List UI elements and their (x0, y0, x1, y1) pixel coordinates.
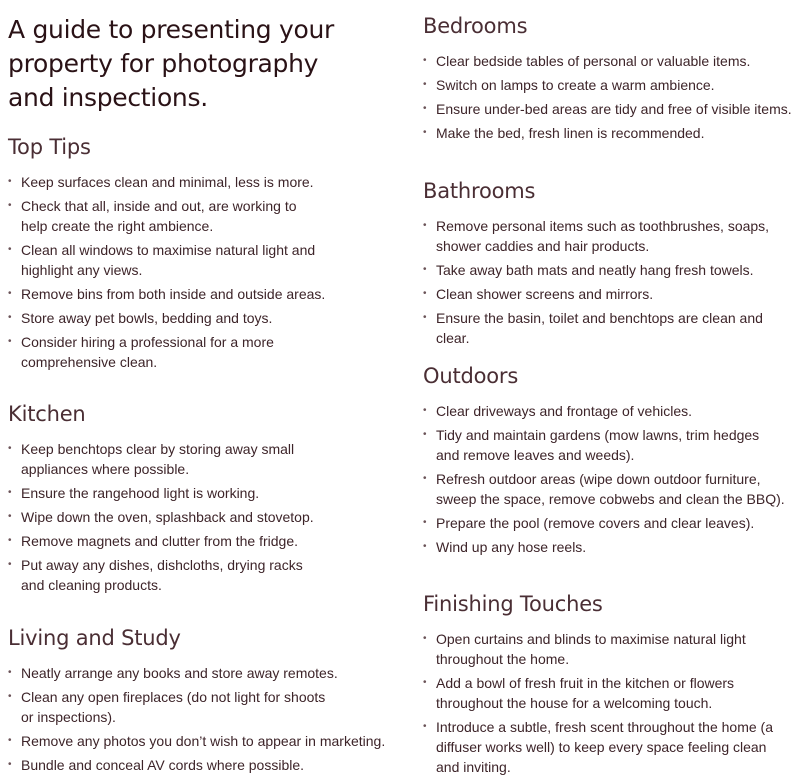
bullet-icon: • (423, 677, 427, 688)
list-item: • Clear driveways and frontage of vehicles. (423, 403, 693, 419)
list-item: • Remove bins from both inside and outside areas. (8, 286, 326, 302)
bullet-icon: • (423, 721, 427, 732)
list-item: • Remove any photos you don’t wish to appear in marketing. (8, 733, 386, 749)
bullet-list (423, 401, 795, 557)
bullet-icon: • (8, 244, 12, 255)
bullet-icon: • (423, 312, 427, 323)
bullet-icon: • (423, 103, 427, 114)
bullet-icon: • (423, 541, 427, 552)
section-heading: Bathrooms (423, 179, 536, 203)
list-item: • Add a bowl of fresh fruit in the kitchen or flowers throughout the house for a welcoming touch. (423, 675, 735, 711)
list-item: • Neatly arrange any books and store away remotes. (8, 665, 338, 681)
list-item: • Ensure under-bed areas are tidy and free of visible items. (423, 101, 792, 117)
bullet-icon: • (423, 127, 427, 138)
list-item: • Ensure the rangehood light is working. (8, 485, 260, 501)
section-outdoors (423, 362, 795, 561)
list-item: • Open curtains and blinds to maximise natural light throughout the home. (423, 631, 746, 667)
list-item: • Clear bedside tables of personal or valuable items. (423, 53, 751, 69)
list-item: • Keep surfaces clean and minimal, less is more. (8, 174, 314, 190)
bullet-icon: • (8, 759, 12, 770)
list-item: • Switch on lamps to create a warm ambience. (423, 77, 715, 93)
bullet-list (423, 51, 795, 143)
section-heading: Top Tips (8, 135, 91, 159)
bullet-icon: • (8, 312, 12, 323)
bullet-icon: • (8, 691, 12, 702)
section-kitchen (8, 400, 400, 599)
bullet-list (8, 172, 400, 372)
section-bathrooms (423, 177, 795, 352)
bullet-icon: • (423, 517, 427, 528)
bullet-icon: • (8, 336, 12, 347)
section-living-study (8, 624, 400, 779)
bullet-icon: • (423, 79, 427, 90)
list-item: • Refresh outdoor areas (wipe down outdoor furniture, sweep the space, remove cobwebs and clean the BBQ). (423, 471, 785, 507)
list-item: • Remove magnets and clutter from the fridge. (8, 533, 299, 549)
list-item: • Ensure the basin, toilet and benchtops are clean and clear. (423, 310, 763, 346)
list-item: • Clean all windows to maximise natural light and highlight any views. (8, 242, 316, 278)
list-item: • Check that all, inside and out, are working to help create the right ambience. (8, 198, 297, 234)
bullet-icon: • (423, 473, 427, 484)
bullet-icon: • (423, 220, 427, 231)
list-item: • Remove personal items such as toothbrushes, soaps, shower caddies and hair products. (423, 218, 770, 254)
list-item: • Tidy and maintain gardens (mow lawns, trim hedges and remove leaves and weeds). (423, 427, 760, 463)
bullet-icon: • (8, 667, 12, 678)
list-item: • Clean shower screens and mirrors. (423, 286, 654, 302)
bullet-icon: • (8, 487, 12, 498)
bullet-icon: • (423, 405, 427, 416)
list-item: • Keep benchtops clear by storing away small appliances where possible. (8, 441, 295, 477)
list-item: • Take away bath mats and neatly hang fresh towels. (423, 262, 754, 278)
bullet-icon: • (8, 176, 12, 187)
left-column (8, 0, 400, 773)
section-heading: Bedrooms (423, 14, 528, 38)
list-item: • Consider hiring a professional for a more comprehensive clean. (8, 334, 274, 370)
bullet-icon: • (423, 264, 427, 275)
list-item: • Prepare the pool (remove covers and clear leaves). (423, 515, 755, 531)
section-heading: Kitchen (8, 402, 86, 426)
bullet-icon: • (8, 559, 12, 570)
bullet-icon: • (8, 443, 12, 454)
section-heading: Finishing Touches (423, 592, 603, 616)
bullet-icon: • (423, 55, 427, 66)
list-item: • Make the bed, fresh linen is recommended. (423, 125, 705, 141)
section-top-tips (8, 133, 400, 376)
bullet-icon: • (8, 200, 12, 211)
section-heading: Living and Study (8, 626, 181, 650)
section-bedrooms (423, 12, 795, 147)
list-item: • Introduce a subtle, fresh scent throughout the home (a diffuser works well) to keep every space feeling clean and inviting. (423, 719, 773, 775)
list-item: • Wind up any hose reels. (423, 539, 587, 555)
page-title: A guide to presenting your property for photography and inspections. (8, 15, 335, 112)
bullet-icon: • (423, 633, 427, 644)
list-item: • Clean any open fireplaces (do not light for shoots or inspections). (8, 689, 326, 725)
list-item: • Put away any dishes, dishcloths, drying racks and cleaning products. (8, 557, 303, 593)
bullet-list (8, 439, 400, 595)
bullet-icon: • (8, 535, 12, 546)
bullet-list (423, 216, 795, 348)
list-item: • Store away pet bowls, bedding and toys. (8, 310, 273, 326)
bullet-icon: • (423, 288, 427, 299)
bullet-icon: • (8, 735, 12, 746)
bullet-icon: • (423, 429, 427, 440)
bullet-icon: • (8, 288, 12, 299)
bullet-list (8, 663, 400, 775)
list-item: • Wipe down the oven, splashback and stovetop. (8, 509, 314, 525)
list-item: • Bundle and conceal AV cords where possible. (8, 757, 305, 773)
section-finishing-touches (423, 590, 795, 781)
section-heading: Outdoors (423, 364, 519, 388)
bullet-list (423, 629, 795, 777)
bullet-icon: • (8, 511, 12, 522)
